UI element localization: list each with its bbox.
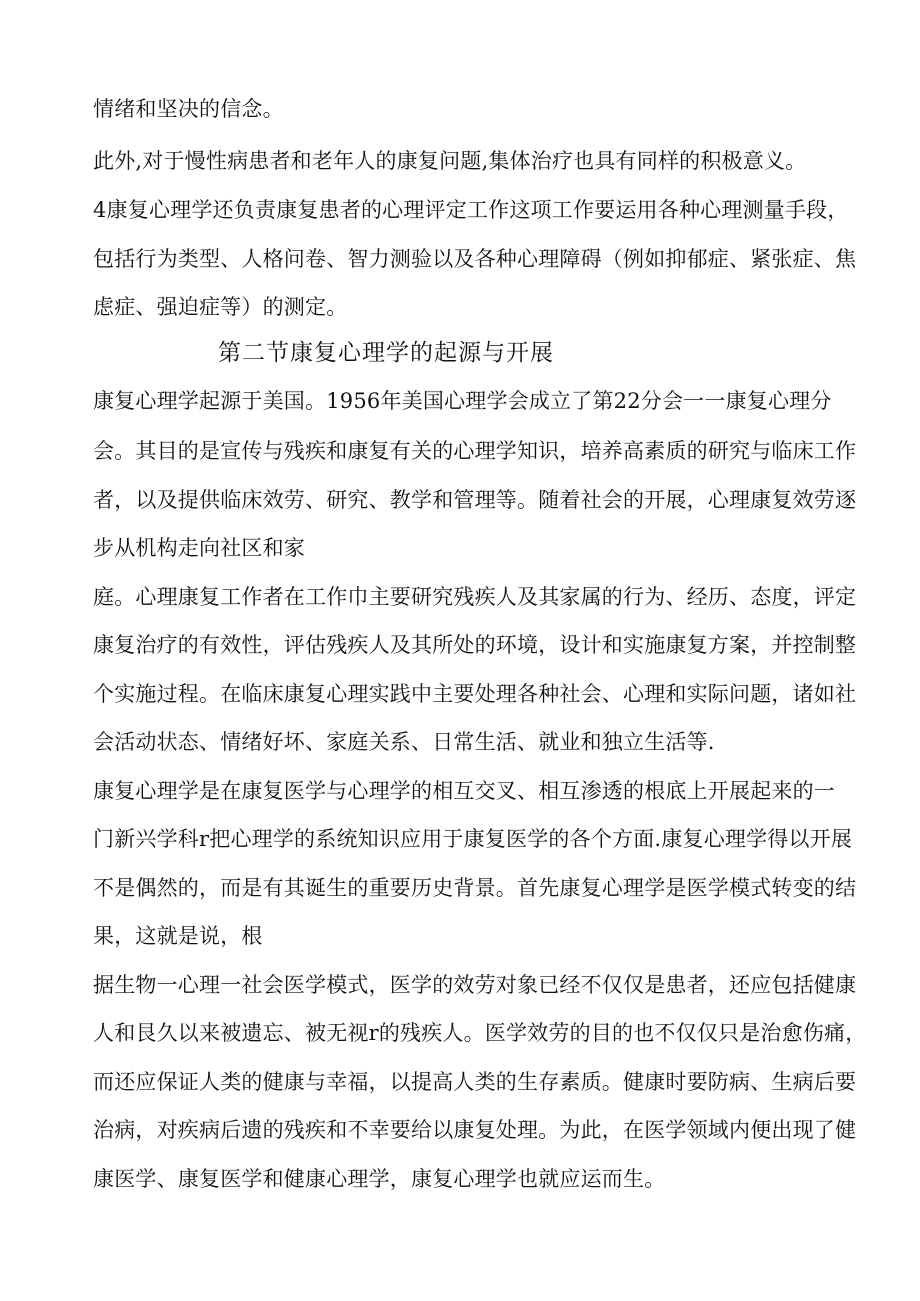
paragraph-line: 康复心理学起源于美国。1956年美国心理学会成立了第22分会一一康复心理分 (93, 389, 832, 413)
paragraph-line: 门新兴学科r把心理学的系统知识应用于康复医学的各个方面.康复心理学得以开展 (93, 827, 853, 851)
paragraph-line: 包括行为类型、人格问卷、智力测验以及各种心理障碍（例如抑郁症、紧张症、焦 (93, 247, 857, 271)
paragraph-line: 者，以及提供临床效劳、研究、教学和管理等。随着社会的开展，心理康复效劳逐 (93, 488, 857, 512)
paragraph-line: 不是偶然的，而是有其诞生的重要历史背景。首先康复心理学是医学模式转变的结 (93, 876, 857, 900)
paragraph-line: 而还应保证人类的健康与幸福，以提高人类的生存素质。健康时要防病、生病后要 (93, 1070, 857, 1094)
paragraph-line: 虑症、强迫症等）的测定。 (93, 295, 348, 319)
paragraph-line: 会活动状态、情绪好坏、家庭关系、日常生活、就业和独立生活等. (93, 730, 715, 754)
paragraph-line: 个实施过程。在临床康复心理实践中主要处理各种社会、心理和实际问题，诸如社 (93, 682, 857, 706)
paragraph-line: 康医学、康复医学和健康心理学，康复心理学也就应运而生。 (93, 1167, 666, 1191)
paragraph-line: 此外,对于慢性病患者和老年人的康复问题,集体治疗也具有同样的积极意义。 (93, 149, 807, 173)
paragraph-line: 康复心理学是在康复医学与心理学的相互交叉、相互渗透的根底上开展起来的一 (93, 779, 835, 803)
paragraph-line: 据生物一心理一社会医学模式，医学的效劳对象已经不仅仅是患者，还应包括健康 (93, 973, 857, 997)
paragraph-line: 庭。心理康复工作者在工作巾主要研究残疾人及其家属的行为、经历、态度，评定 (93, 585, 857, 609)
paragraph-line: 4康复心理学还负责康复患者的心理评定工作这项工作要运用各种心理测量手段， (93, 198, 849, 222)
paragraph-line: 果，这就是说，根 (93, 924, 263, 948)
paragraph-line: 治病，对疾病后遗的残疾和不幸要给以康复处理。为此，在医学领域内便出现了健 (93, 1118, 857, 1142)
paragraph-line: 情绪和坚决的信念。 (93, 97, 284, 121)
paragraph-line: 康复治疗的有效性，评估残疾人及其所处的环境，设计和实施康复方案，并控制整 (93, 633, 857, 657)
paragraph-line: 步从机构走向社区和家 (93, 536, 305, 560)
section-heading: 第二节康复心理学的起源与开展 (218, 340, 554, 366)
paragraph-line: 人和艮久以来被遗忘、被无视r的残疾人。医学效劳的目的也不仅仅只是治愈伤痛， (93, 1021, 867, 1045)
paragraph-line: 会。其目的是宣传与残疾和康复有关的心理学知识，培养高素质的研究与临床工作 (93, 439, 857, 463)
